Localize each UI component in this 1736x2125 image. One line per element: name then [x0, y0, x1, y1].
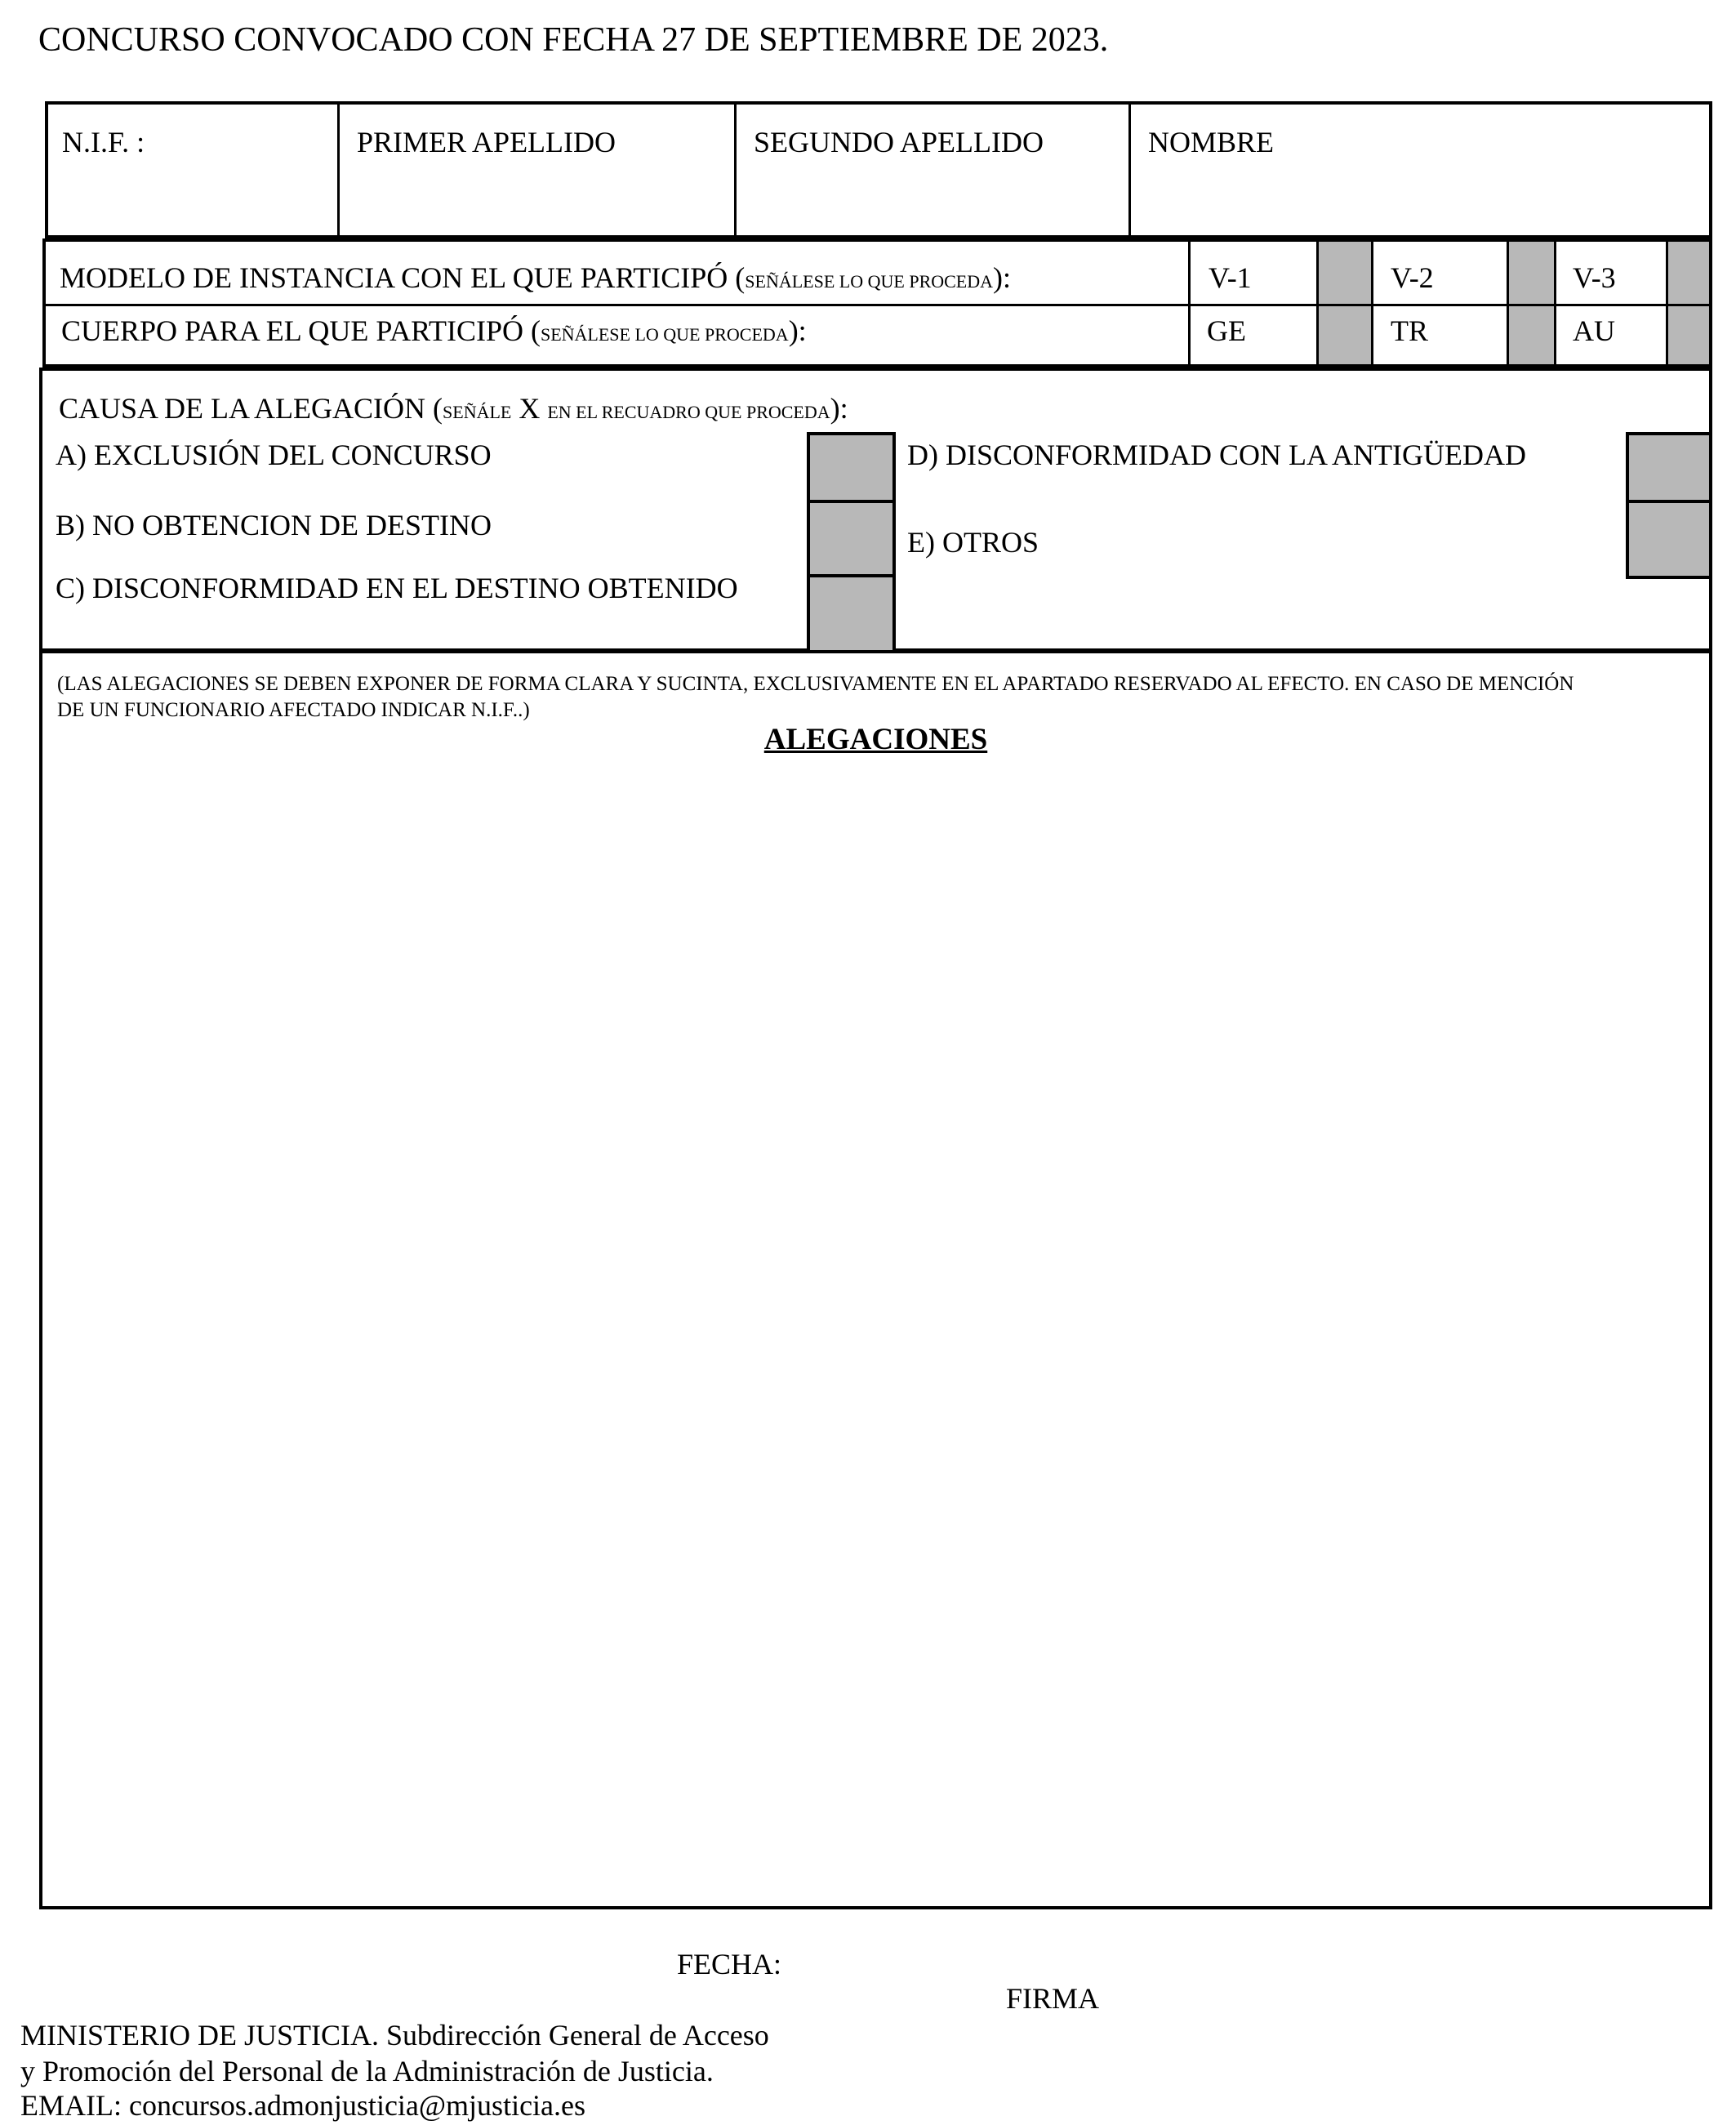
- divider: [1554, 238, 1556, 368]
- modelo-label-text: MODELO DE INSTANCIA CON EL QUE PARTICIPÓ (: [60, 261, 746, 294]
- modelo-cuerpo-table: [42, 238, 1712, 368]
- causa-tail: ):: [830, 392, 848, 425]
- divider: [337, 101, 340, 238]
- cuerpo-label-text: CUERPO PARA EL QUE PARTICIPÓ (: [61, 314, 541, 347]
- alegaciones-note-line2: DE UN FUNCIONARIO AFECTADO INDICAR N.I.F..): [57, 699, 530, 721]
- divider: [892, 432, 896, 652]
- checkbox-v2[interactable]: [1509, 242, 1554, 304]
- checkbox-v3[interactable]: [1668, 242, 1709, 304]
- checkbox-a[interactable]: [810, 435, 892, 500]
- checkbox-c[interactable]: [810, 577, 892, 648]
- form-title: CONCURSO CONVOCADO CON FECHA 27 DE SEPTIEMBRE DE 2023.: [38, 21, 1109, 59]
- fecha-label: FECHA:: [677, 1948, 782, 1980]
- divider: [734, 101, 737, 238]
- divider: [1128, 101, 1131, 238]
- modelo-hint: SEÑÁLESE LO QUE PROCEDA: [745, 271, 994, 292]
- causa-hint1: SEÑÁLE: [443, 402, 512, 422]
- causa-hint2: EN EL RECUADRO QUE PROCEDA: [547, 402, 830, 422]
- nif-label: N.I.F. :: [62, 126, 145, 158]
- checkbox-tr[interactable]: [1509, 306, 1554, 364]
- modelo-tail: ):: [993, 261, 1012, 294]
- option-v1-label: V-1: [1209, 261, 1252, 294]
- alegaciones-title: ALEGACIONES: [763, 723, 988, 756]
- primer-apellido-label: PRIMER APELLIDO: [357, 126, 617, 158]
- option-v3-label: V-3: [1573, 261, 1616, 294]
- fecha-field[interactable]: [796, 1944, 1008, 1980]
- alegaciones-note-line1: (LAS ALEGACIONES SE DEBEN EXPONER DE FORMA CLARA Y SUCINTA, EXCLUSIVAMENTE EN EL APARTADO RESERVADO AL EFECTO. EN CASO DE MENCIÓN: [57, 673, 1574, 695]
- cuerpo-tail: ):: [788, 314, 807, 347]
- causa-label: [59, 394, 848, 423]
- nombre-label: NOMBRE: [1148, 126, 1275, 158]
- row-divider: [42, 304, 1712, 306]
- footer-ministerio: MINISTERIO DE JUSTICIA. Subdirección General de Acceso: [20, 2019, 769, 2051]
- footer-subdireccion: y Promoción del Personal de la Administración de Justicia.: [20, 2055, 714, 2087]
- segundo-apellido-label: SEGUNDO APELLIDO: [754, 126, 1044, 158]
- divider: [1371, 238, 1373, 368]
- option-tr-label: TR: [1391, 314, 1429, 347]
- option-v2-label: V-2: [1391, 261, 1434, 294]
- option-au-label: AU: [1573, 314, 1615, 347]
- checkbox-b[interactable]: [810, 503, 892, 574]
- primer-apellido-field[interactable]: [343, 163, 732, 234]
- checkbox-e[interactable]: [1629, 503, 1709, 576]
- option-c-label: C) DISCONFORMIDAD EN EL DESTINO OBTENIDO: [56, 572, 738, 604]
- firma-label: FIRMA: [1006, 1982, 1100, 2015]
- cuerpo-label: [61, 316, 807, 345]
- divider: [1188, 238, 1191, 368]
- checkbox-au[interactable]: [1668, 306, 1709, 364]
- causa-label-text: CAUSA DE LA ALEGACIÓN (: [59, 392, 443, 425]
- option-b-label: B) NO OBTENCION DE DESTINO: [56, 509, 492, 541]
- modelo-label: [60, 263, 1011, 292]
- causa-x: X: [519, 392, 541, 425]
- checkbox-v1[interactable]: [1319, 242, 1371, 304]
- option-e-label: E) OTROS: [907, 526, 1039, 559]
- footer-email: EMAIL: concursos.admonjusticia@mjusticia.es: [20, 2089, 586, 2122]
- segundo-apellido-field[interactable]: [740, 163, 1125, 234]
- option-a-label: A) EXCLUSIÓN DEL CONCURSO: [56, 439, 492, 471]
- checkbox-d[interactable]: [1629, 435, 1709, 500]
- option-ge-label: GE: [1207, 314, 1246, 347]
- nif-field[interactable]: [51, 163, 335, 234]
- divider: [1626, 576, 1712, 579]
- nombre-field[interactable]: [1134, 163, 1706, 234]
- alegaciones-textarea[interactable]: [49, 768, 1703, 1903]
- cuerpo-hint: SEÑÁLESE LO QUE PROCEDA: [540, 324, 789, 345]
- checkbox-ge[interactable]: [1319, 306, 1371, 364]
- option-d-label: D) DISCONFORMIDAD CON LA ANTIGÜEDAD: [907, 439, 1527, 471]
